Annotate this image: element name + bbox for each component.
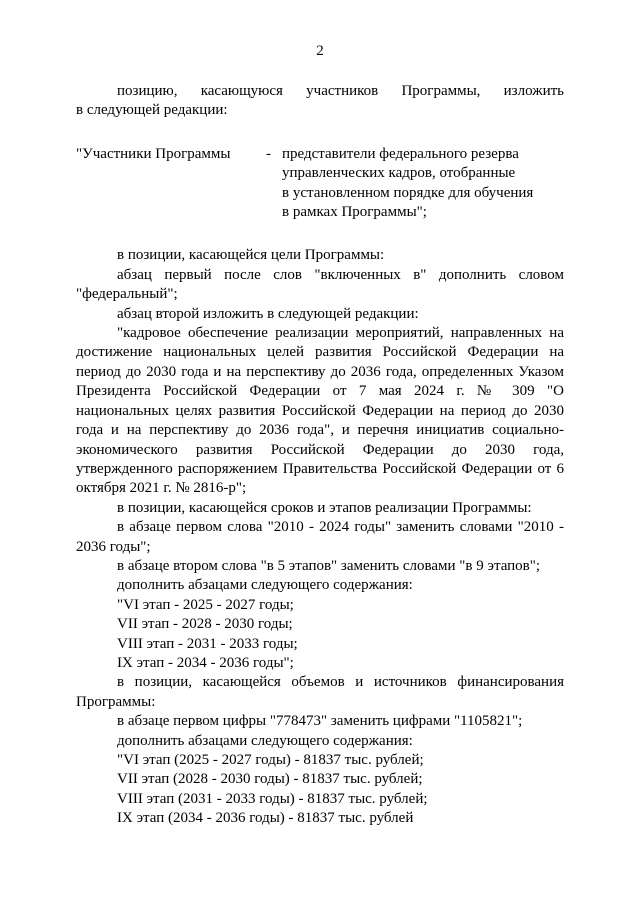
paragraph: дополнить абзацами следующего содержания: — [117, 732, 413, 749]
paragraph: в позиции, касающейся сроков и этапов реализации Программы: — [117, 499, 532, 516]
paragraph: в абзаце первом цифры "778473" заменить цифрами "1105821"; — [117, 713, 523, 730]
participants-line: представители федерального резерва — [282, 145, 519, 162]
paragraph: VII этап (2028 - 2030 годы) - 81837 тыс. рублей; — [117, 771, 423, 788]
paragraph: VII этап - 2028 - 2030 годы; — [117, 616, 293, 633]
paragraph: в позиции, касающейся объемов и источников финансирования Программы: — [76, 674, 564, 710]
participants-dash: - — [266, 145, 271, 162]
paragraph: абзац второй изложить в следующей редакции: — [117, 305, 419, 322]
participants-line: в установленном порядке для обучения — [282, 184, 534, 201]
participants-block — [76, 145, 564, 223]
participants-line: в рамках Программы"; — [282, 204, 427, 221]
paragraph: VIII этап - 2031 - 2033 годы; — [117, 635, 298, 652]
participants-label: "Участники Программы — [76, 145, 231, 162]
paragraph: дополнить абзацами следующего содержания: — [117, 577, 413, 594]
paragraph: VIII этап (2031 - 2033 годы) - 81837 тыс. рублей; — [117, 790, 428, 807]
participants-value — [282, 145, 564, 223]
intro-line-2: в следующей редакции: — [76, 102, 228, 119]
intro-line-1: позицию, касающуюся участников Программы, изложить — [117, 83, 564, 99]
paragraph: IX этап (2034 - 2036 годы) - 81837 тыс. рублей — [117, 810, 414, 827]
paragraph: "VI этап (2025 - 2027 годы) - 81837 тыс. рублей; — [117, 752, 424, 768]
paragraph: "кадровое обеспечение реализации мероприятий, направленных на достижение национальных целей развития Российской Федерации на период до 2030 года и на перспективу до 2036 года, определенных Указом Президента Российской Федерации от 7 мая 2024 г. № 309 "О национальных целях развития Российской Федерации на период до 2030 года и на перспективу до 2036 года", и перечня инициатив социально-экономического развития Российской Федерации до 2030 года, утвержденного распоряжением Правительства Российской Федерации от 6 октября 2021 г. № 2816-р"; — [76, 325, 564, 497]
paragraph: в абзаце первом слова "2010 - 2024 годы" заменить словами "2010 - 2036 годы"; — [76, 519, 564, 555]
participants-line: управленческих кадров, отобранные — [282, 165, 516, 182]
paragraph: в абзаце втором слова "в 5 этапов" заменить словами "в 9 этапов"; — [117, 557, 541, 574]
paragraph: абзац первый после слов "включенных в" дополнить словом "федеральный"; — [76, 266, 564, 303]
paragraph: в позиции, касающейся цели Программы: — [117, 247, 385, 264]
paragraph: IX этап - 2034 - 2036 годы"; — [117, 654, 294, 671]
document-body — [76, 82, 564, 829]
page-number: 2 — [316, 43, 324, 59]
paragraph: "VI этап - 2025 - 2027 годы; — [117, 596, 294, 613]
